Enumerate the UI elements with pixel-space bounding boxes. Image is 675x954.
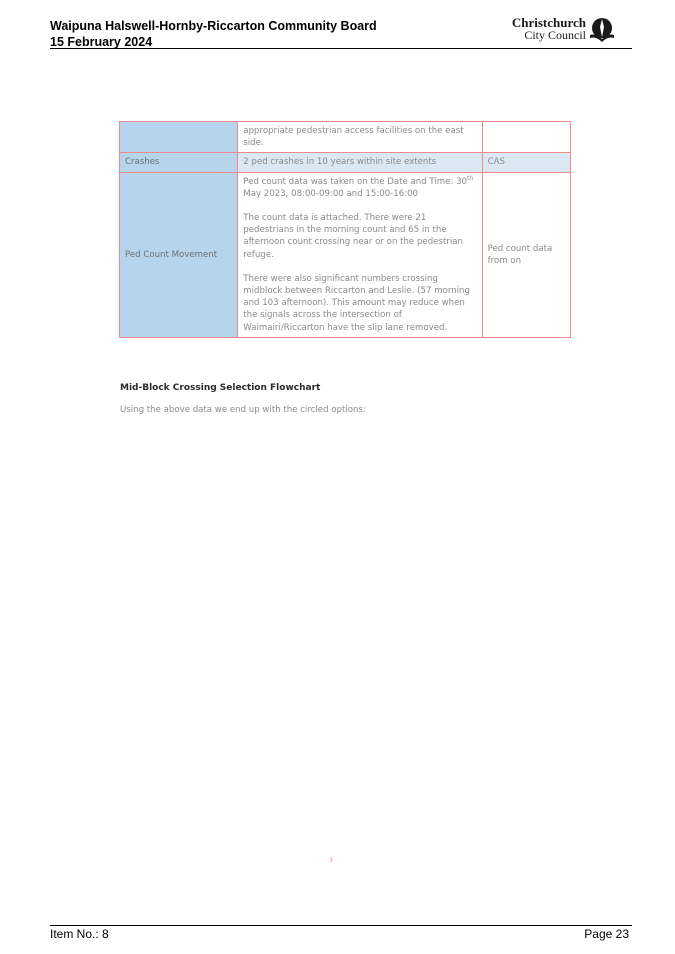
- item-number: Item No.: 8: [50, 927, 109, 941]
- table-row: [120, 153, 571, 172]
- logo-text-line2: City Council: [524, 28, 586, 42]
- table-cell: appropriate pedestrian access facilities on the east side.: [238, 122, 482, 153]
- header-divider: [50, 48, 632, 49]
- pedestrian-data-table: [119, 121, 571, 338]
- table-cell: CAS: [482, 153, 570, 172]
- section-body: Using the above data we end up with the circled options:: [120, 405, 366, 415]
- table-cell: Ped count data from on: [482, 172, 570, 337]
- footer-divider: [50, 925, 632, 926]
- midblock-paragraph: There were also significant numbers crossing midblock between Riccarton and Leslie. (57 morning and 103 afternoon). This amount may reduce when the signals across the intersection of Waimairi/Riccarton have the slip lane removed.: [243, 273, 470, 333]
- logo-text-line1: Christchurch: [511, 15, 586, 30]
- table-row: [120, 122, 571, 153]
- cathedral-logo-icon: [588, 17, 616, 43]
- table-cell: Ped Count Movement: [120, 172, 238, 337]
- section-heading: Mid-Block Crossing Selection Flowchart: [120, 383, 321, 393]
- table-cell: Crashes: [120, 153, 238, 172]
- table-row: [120, 172, 571, 337]
- table-cell: [238, 172, 482, 337]
- meeting-date: 15 February 2024: [50, 35, 153, 49]
- council-logo: [510, 16, 620, 44]
- page-number: Page 23: [584, 927, 629, 941]
- board-name: Waipuna Halswell-Hornby-Riccarton Community Board: [50, 19, 377, 33]
- count-date-paragraph: Ped count data was taken on the Date and Time: 30th May 2023, 08:00-09:00 and 15:00-16:00: [243, 174, 474, 199]
- document-header: [50, 18, 377, 50]
- embedded-page-number: 3: [329, 857, 333, 864]
- table-cell: 2 ped crashes in 10 years within site extents: [238, 153, 482, 172]
- table-cell: [120, 122, 238, 153]
- table-cell: [482, 122, 570, 153]
- count-result-paragraph: The count data is attached. There were 21 pedestrians in the morning count and 65 in the afternoon count crossing near or on the pedestrian refuge.: [243, 213, 463, 260]
